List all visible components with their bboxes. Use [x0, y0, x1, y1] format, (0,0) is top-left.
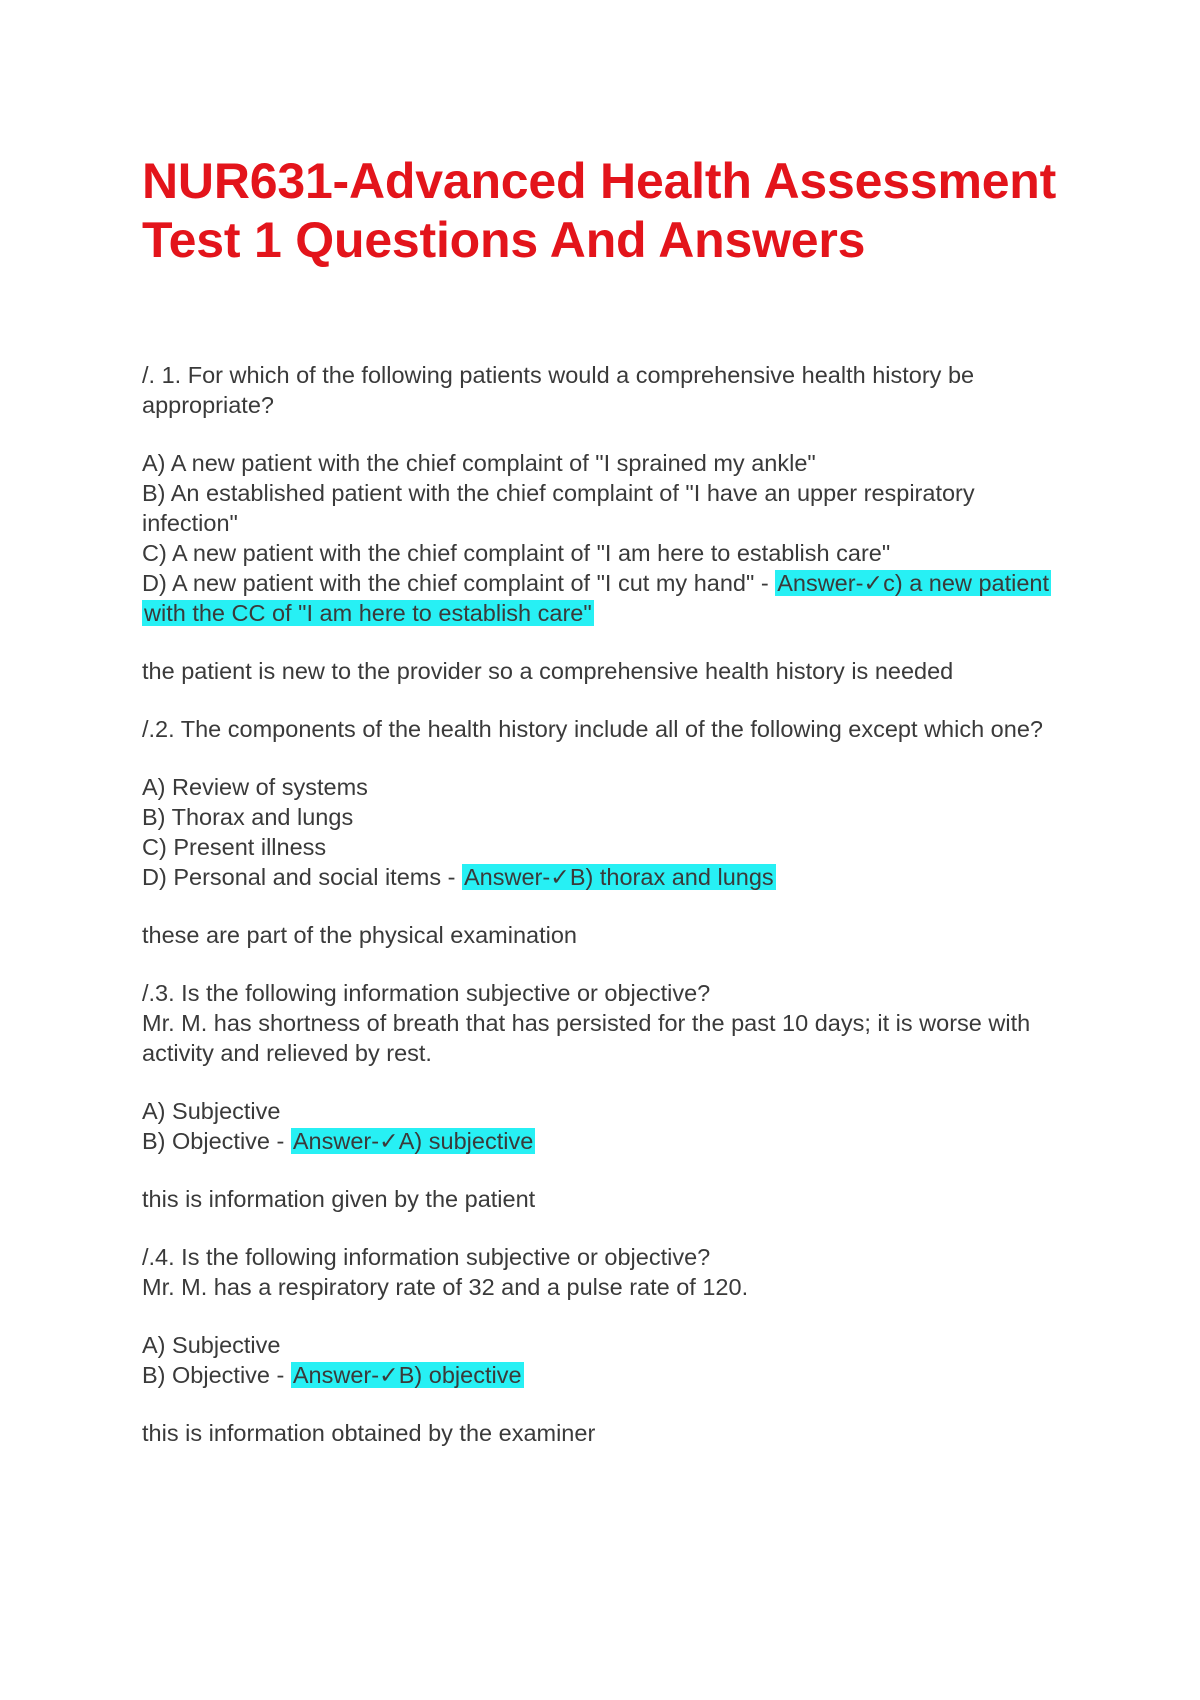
question-stem: /.3. Is the following information subjective or objective?: [142, 980, 711, 1006]
answer-continued: [142, 598, 1072, 628]
question-stem: activity and relieved by rest.: [142, 1040, 432, 1066]
option-b: infection": [142, 510, 238, 536]
option-a: A) Subjective: [142, 1098, 281, 1124]
option-c: C) A new patient with the chief complaint of "I am here to establish care": [142, 540, 891, 566]
title-line-2: Test 1 Questions And Answers: [142, 212, 866, 268]
question-3: [142, 978, 1072, 1214]
option-d: [142, 568, 1072, 598]
option-c: C) Present illness: [142, 834, 327, 860]
option-b-text: B) Objective -: [142, 1128, 291, 1154]
option-b: [142, 1360, 1072, 1390]
option-d-text: D) Personal and social items -: [142, 864, 462, 890]
option-d: [142, 862, 1072, 892]
option-b: B) Thorax and lungs: [142, 804, 354, 830]
question-4: [142, 1242, 1072, 1448]
question-stem: Mr. M. has a respiratory rate of 32 and a pulse rate of 120.: [142, 1274, 749, 1300]
rationale: this is information obtained by the examiner: [142, 1420, 596, 1446]
answer-highlight: Answer-✓A) subjective: [292, 1128, 534, 1154]
option-a: A) Subjective: [142, 1332, 281, 1358]
question-stem: appropriate?: [142, 392, 274, 418]
answer-highlight: Answer-✓B) objective: [292, 1362, 522, 1388]
question-stem: /. 1. For which of the following patients would a comprehensive health history be: [142, 362, 975, 388]
option-b: [142, 1126, 1072, 1156]
question-stem: /.2. The components of the health history include all of the following except which one?: [142, 716, 1043, 742]
title-line-1: NUR631-Advanced Health Assessment: [142, 153, 1057, 209]
option-a: A) Review of systems: [142, 774, 368, 800]
answer-highlight: Answer-✓c) a new patient: [777, 570, 1049, 596]
answer-highlight: with the CC of "I am here to establish care": [144, 600, 592, 626]
option-b: B) An established patient with the chief complaint of "I have an upper respiratory: [142, 480, 975, 506]
answer-highlight: Answer-✓B) thorax and lungs: [463, 864, 774, 890]
option-b-text: B) Objective -: [142, 1362, 291, 1388]
option-a: A) A new patient with the chief complaint of "I sprained my ankle": [142, 450, 816, 476]
question-list: [142, 360, 1072, 1448]
question-2: [142, 714, 1072, 950]
question-1: [142, 360, 1072, 686]
rationale: the patient is new to the provider so a comprehensive health history is needed: [142, 658, 954, 684]
option-d-text: D) A new patient with the chief complaint of "I cut my hand" -: [142, 570, 776, 596]
question-stem: Mr. M. has shortness of breath that has persisted for the past 10 days; it is worse with: [142, 1010, 1031, 1036]
rationale: these are part of the physical examination: [142, 922, 578, 948]
question-stem: /.4. Is the following information subjective or objective?: [142, 1244, 711, 1270]
page-title: [142, 152, 1102, 270]
rationale: this is information given by the patient: [142, 1186, 536, 1212]
